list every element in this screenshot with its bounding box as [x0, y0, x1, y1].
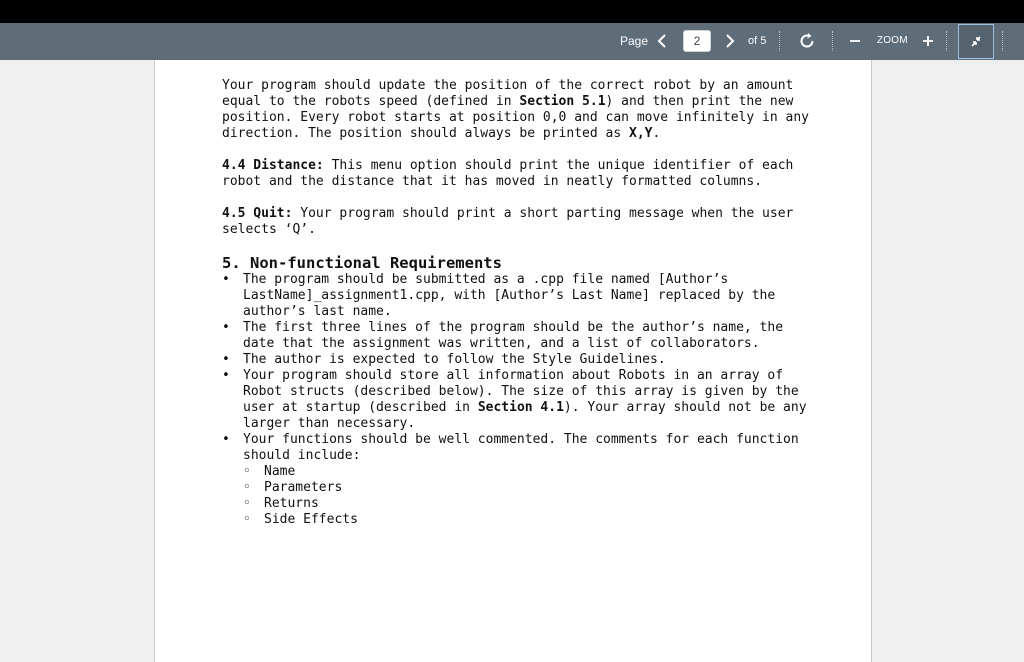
minus-icon: [846, 31, 864, 51]
sub-list-item: ◦ Parameters: [243, 480, 812, 496]
quit-heading: 4.5 Quit:: [222, 206, 293, 221]
requirements-list: [222, 272, 812, 528]
chevron-right-icon: [720, 29, 738, 53]
list-item-text: Your functions should be well commented. The comments for each function should include:: [243, 432, 799, 463]
toolbar-divider: [832, 31, 833, 51]
toolbar-divider: [1002, 31, 1003, 51]
paragraph-text: Your program should print a short parting message when the user selects ‘Q’.: [222, 206, 794, 237]
list-item-text: ). Your array should not be any larger than necessary.: [243, 400, 807, 431]
list-item-text: Your program should store all information about Robots in an array of Robot structs (described below). The size of this array is given by the user at startup (described in: [243, 368, 799, 415]
section-reference: Section 5.1: [519, 94, 606, 109]
collapse-icon: [959, 25, 993, 58]
document-content: [222, 78, 812, 528]
rotate-icon: [797, 31, 817, 51]
page-number-input[interactable]: 2: [683, 30, 711, 52]
comment-fields-list: [243, 464, 812, 528]
list-item: [222, 368, 812, 432]
sub-list-item: ◦ Side Effects: [243, 512, 812, 528]
window-top-bar: [0, 0, 1024, 23]
zoom-out-button[interactable]: [846, 31, 864, 51]
paragraph-text: This menu option should print the unique identifier of each robot and the distance that it has moved in neatly formatted columns.: [222, 158, 794, 189]
zoom-label: ZOOM: [877, 35, 908, 46]
paragraph-text: ) and then print the new position. Every robot starts at position 0,0 and can move infinitely in any direction. The position should always be printed as: [222, 94, 809, 141]
quit-paragraph: [222, 206, 812, 238]
page-count-label: of 5: [748, 35, 767, 47]
next-page-button[interactable]: [720, 29, 738, 53]
list-item: [222, 320, 812, 352]
distance-paragraph: [222, 158, 812, 190]
paragraph-text: Your program should update the position of the correct robot by an amount equal to the robots speed (defined in: [222, 78, 794, 109]
sub-list-item: ◦ Returns: [243, 496, 812, 512]
chevron-left-icon: [654, 29, 672, 53]
list-item-text: The author is expected to follow the Style Guidelines.: [243, 352, 666, 367]
list-item: [222, 272, 812, 320]
list-item-text: The program should be submitted as a .cpp file named [Author’s LastName]_assignment1.cpp, with [Author’s Last Name] replaced by the author’s last name.: [243, 272, 776, 319]
sub-list-item: ◦ Name: [243, 464, 812, 480]
toolbar-divider: [779, 31, 780, 51]
pdf-page: [154, 60, 872, 662]
previous-page-button[interactable]: [654, 29, 672, 53]
page-label: Page: [620, 34, 649, 48]
pdf-toolbar: [0, 23, 1024, 60]
list-item-text: The first three lines of the program should be the author’s name, the date that the assignment was written, and a list of collaborators.: [243, 320, 784, 351]
section-5-heading: 5. Non-functional Requirements: [222, 254, 502, 272]
paragraph-text: .: [652, 126, 661, 141]
exit-fullscreen-button[interactable]: [958, 24, 994, 59]
plus-icon: [919, 31, 937, 51]
list-item: [222, 432, 812, 528]
toolbar-divider: [946, 31, 947, 51]
rotate-button[interactable]: [797, 31, 817, 51]
list-item: [222, 352, 812, 368]
distance-heading: 4.4 Distance:: [222, 158, 324, 173]
position-format: X,Y: [629, 126, 653, 141]
section-reference: Section 4.1: [477, 400, 564, 415]
zoom-in-button[interactable]: [919, 31, 937, 51]
position-paragraph: [222, 78, 812, 142]
